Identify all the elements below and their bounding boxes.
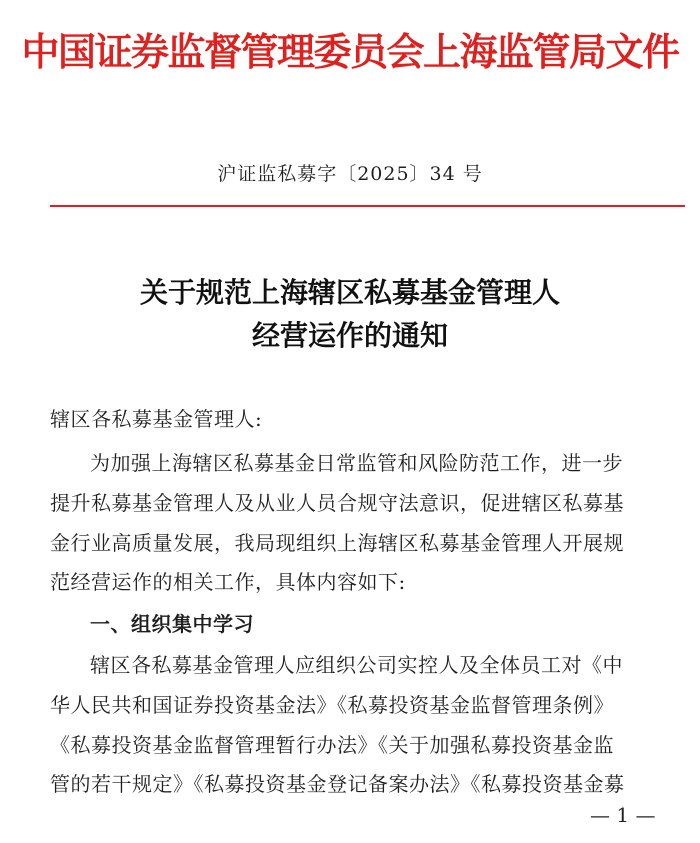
document-number: 沪证监私募字〔2025〕34 号 [217,163,483,185]
paragraph-2-line-2: 华人民共和国证券投资基金法》《私募投资基金监督管理条例》 [50,693,614,717]
salutation: 辖区各私募基金管理人: [50,407,263,431]
document-title-line-1: 关于规范上海辖区私募基金管理人 [139,276,560,309]
paragraph-1-line-1: 为加强上海辖区私募基金日常监管和风险防范工作，进一步 [90,451,623,475]
paragraph-1-line-4: 范经营运作的相关工作，具体内容如下: [50,570,406,594]
paragraph-2-line-4: 管的若干规定》《私募投资基金登记备案办法》《私募投资基金募 [50,772,625,796]
red-divider-line [50,205,685,207]
paragraph-2-line-3: 《私募投资基金监督管理暂行办法》《关于加强私募投资基金监 [50,733,614,757]
paragraph-1-line-2: 提升私募基金管理人及从业人员合规守法意识，促进辖区私募基 [50,491,624,515]
page-number: — 1 — [590,803,656,827]
paragraph-1-line-3: 金行业高质量发展，我局现组织上海辖区私募基金管理人开展规 [50,531,624,555]
document-title-line-2: 经营运作的通知 [251,319,448,352]
section-1-heading: 一、组织集中学习 [90,612,254,636]
document-masthead: 中国证券监督管理委员会上海监管局文件 [21,29,679,74]
paragraph-2-line-1: 辖区各私募基金管理人应组织公司实控人及全体员工对《中 [90,653,623,677]
